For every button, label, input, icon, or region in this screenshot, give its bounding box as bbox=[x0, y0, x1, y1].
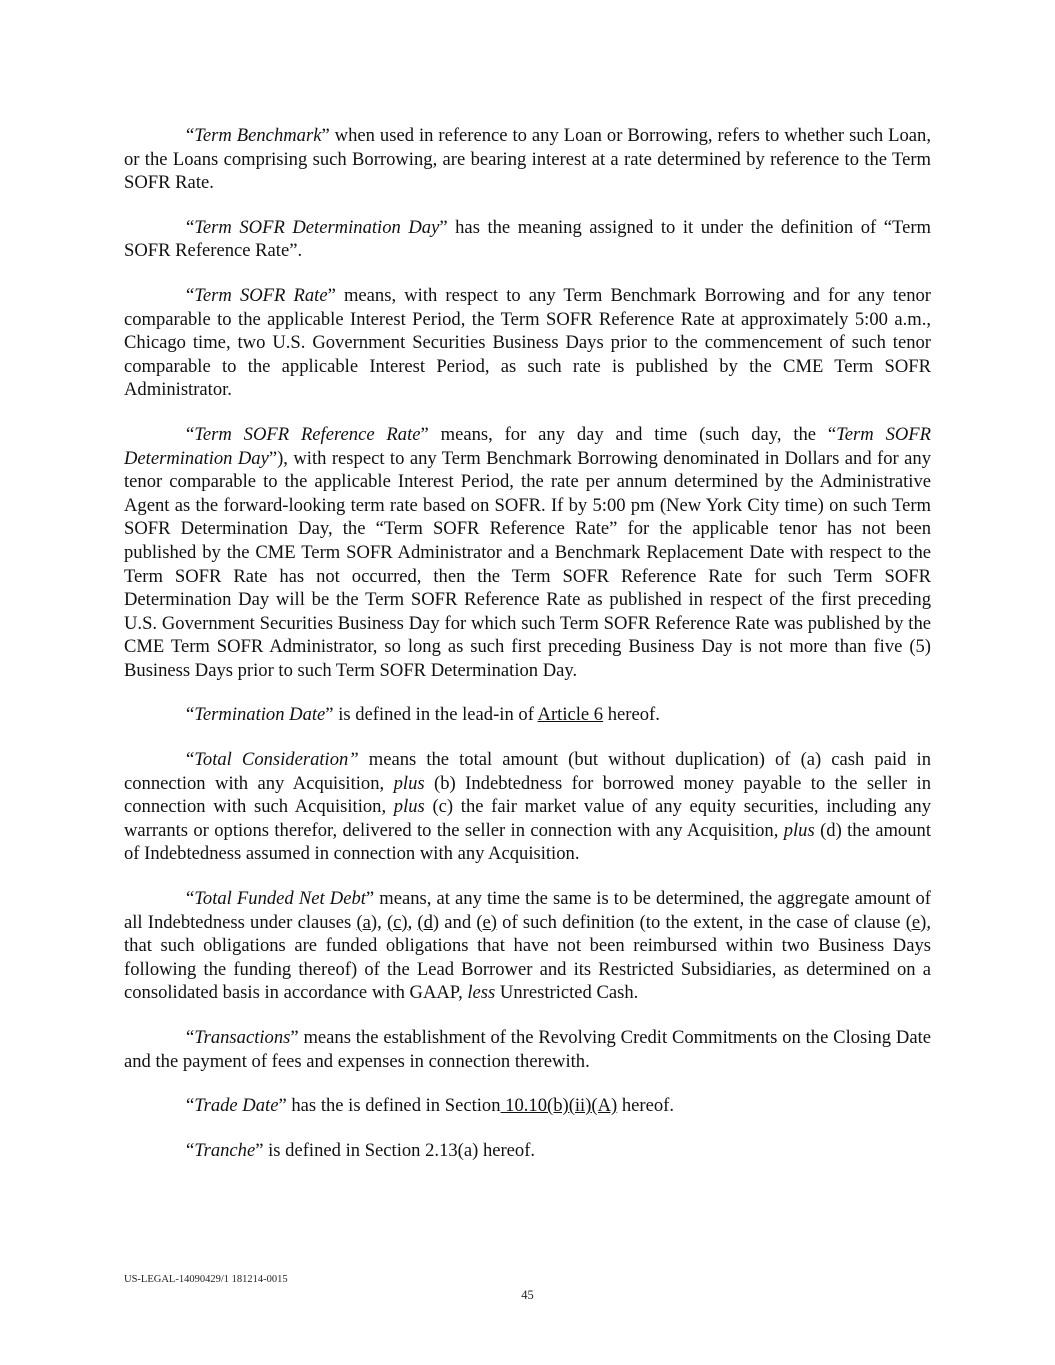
open-quote: “ bbox=[186, 125, 195, 146]
clause-e-link[interactable]: (e) bbox=[476, 911, 497, 933]
separator: , bbox=[407, 911, 418, 933]
close-quote: ” bbox=[327, 284, 336, 306]
definition-text: Unrestricted Cash. bbox=[495, 982, 639, 1004]
open-quote: “ bbox=[186, 1095, 195, 1117]
less-emphasis: less bbox=[467, 982, 496, 1004]
definition-text: means, with respect to any Term Benchmark Borrowing and for any tenor comparable to the applicable Interest Period, the Term SOFR Reference Rate at approximately 5:00 a.m., Chicago time, two U.S. Government Securities Business Days prior to the commencement of such tenor comparable to the applicable Interest Period, as such rate is published by the CME Term SOFR Administrator. bbox=[124, 284, 931, 401]
defined-term: Termination Date bbox=[194, 704, 326, 726]
definition-text: means the establishment of the Revolving Credit Commitments on the Closing Date and the payment of fees and expenses in connection therewith. bbox=[124, 1027, 931, 1072]
definition-text: (b) Indebtedness for borrowed money payable to the seller in connection with such Acquisition, bbox=[124, 772, 932, 818]
definition-text: means, for any day and time (such day, the “ bbox=[428, 423, 837, 445]
definition-total-funded-net-debt bbox=[124, 887, 931, 1005]
article-reference-link[interactable]: Article 6 bbox=[537, 704, 604, 726]
separator: and bbox=[439, 911, 477, 933]
definitions-section bbox=[124, 124, 931, 1183]
definition-text: is defined in Section 2.13(a) hereof. bbox=[263, 1139, 536, 1161]
definition-text-end: hereof. bbox=[617, 1095, 675, 1117]
open-quote: “ bbox=[186, 704, 195, 726]
definition-term-benchmark bbox=[124, 124, 931, 195]
close-quote: ” bbox=[321, 125, 330, 146]
close-quote: ” bbox=[255, 1139, 264, 1161]
definition-total-consideration bbox=[124, 748, 931, 866]
definition-text: of such definition (to the extent, in the case of clause bbox=[496, 911, 906, 933]
open-quote: “ bbox=[186, 1027, 195, 1048]
close-quote: ” bbox=[365, 888, 375, 910]
definition-termination-date bbox=[124, 703, 931, 727]
defined-term-inline: Term SOFR Determination Day bbox=[124, 423, 932, 469]
open-quote: “ bbox=[186, 423, 195, 445]
open-quote: “ bbox=[186, 284, 195, 306]
footer-document-id: US-LEGAL-14090429/1 181214-0015 bbox=[124, 1274, 288, 1285]
plus-emphasis: plus bbox=[393, 796, 425, 818]
open-quote: “ bbox=[186, 216, 195, 238]
defined-term: Total Funded Net Debt bbox=[194, 888, 366, 910]
close-quote: ” bbox=[325, 704, 334, 726]
definition-term-sofr-rate bbox=[124, 284, 931, 402]
definition-term-sofr-reference-rate bbox=[124, 423, 931, 683]
definition-text: (c) the fair market value of any equity securities, including any warrants or options therefor, delivered to the seller in connection with any Acquisition, bbox=[124, 796, 931, 841]
definition-text: , that such obligations are funded obligations that have not been reimbursed within two Business Days following the funding thereof) of the Lead Borrower and its Restricted Subsidiaries, as determined on a consolidated basis in accordance with GAAP, bbox=[124, 911, 932, 1004]
definition-text: has the meaning assigned to it under the definition of “Term SOFR Reference Rate”. bbox=[124, 216, 931, 262]
clause-d-link[interactable]: (d) bbox=[417, 911, 440, 933]
defined-term: Transactions bbox=[194, 1027, 291, 1048]
definition-text: means, at any time the same is to be determined, the aggregate amount of all Indebtedness under clauses bbox=[124, 888, 931, 933]
defined-term: Term SOFR Rate bbox=[194, 284, 328, 306]
definition-text-end: hereof. bbox=[603, 704, 660, 726]
close-quote: ” bbox=[439, 216, 448, 238]
defined-term: Term SOFR Reference Rate bbox=[194, 423, 421, 445]
clause-c-link[interactable]: (c) bbox=[386, 911, 408, 933]
definition-text: when used in reference to any Loan or Borrowing, refers to whether such Loan, or the Loans comprising such Borrowing, are bearing interest at a rate determined by reference to the Term SOFR Rate. bbox=[124, 125, 931, 194]
section-reference-link[interactable]: 10.10(b)(ii)(A) bbox=[500, 1095, 618, 1117]
clause-a-link[interactable]: (a) bbox=[356, 911, 378, 933]
defined-term: Trade Date bbox=[194, 1095, 279, 1117]
definition-text: has the is defined in Section bbox=[286, 1095, 501, 1117]
definition-trade-date bbox=[124, 1094, 931, 1118]
close-quote: ” bbox=[420, 423, 429, 445]
defined-term: Term Benchmark bbox=[194, 125, 322, 146]
page-number: 45 bbox=[521, 1288, 534, 1302]
open-quote: “ bbox=[186, 749, 195, 771]
definition-tranche bbox=[124, 1139, 931, 1163]
definition-text: (d) the amount of Indebtedness assumed in connection with any Acquisition. bbox=[124, 819, 931, 865]
defined-term: Term SOFR Determination Day bbox=[194, 216, 440, 238]
clause-e-link-second[interactable]: (e) bbox=[905, 911, 927, 933]
separator: , bbox=[377, 911, 387, 933]
open-quote: “ bbox=[186, 888, 195, 910]
defined-term: Total Consideration” bbox=[194, 749, 359, 771]
plus-emphasis: plus bbox=[393, 772, 425, 794]
definition-text: is defined in the lead-in of bbox=[333, 704, 538, 726]
definition-term-sofr-determination-day bbox=[124, 216, 931, 263]
close-quote: ” bbox=[290, 1027, 299, 1048]
definition-text-continued: ”), with respect to any Term Benchmark Borrowing denominated in Dollars and for any tenor comparable to the applicable Interest Period, the rate per annum determined by the Administrative Agent as the forward-looking term rate based on SOFR. If by 5:00 pm (New York City time) on such Term SOFR Determination Day, the “Term SOFR Reference Rate” for the applicable tenor has not been published by the CME Term SOFR Administrator and a Benchmark Replacement Date with respect to the Term SOFR Rate has not occurred, then the Term SOFR Reference Rate for such Term SOFR Determination Day will be the Term SOFR Reference Rate as published in respect of the first preceding U.S. Government Securities Business Day for which such Term SOFR Reference Rate was published by the CME Term SOFR Administrator, so long as such first preceding Business Day is not more than five (5) Business Days prior to such Term SOFR Determination Day. bbox=[124, 447, 931, 681]
defined-term: Tranche bbox=[194, 1139, 256, 1161]
close-quote: ” bbox=[278, 1095, 287, 1117]
open-quote: “ bbox=[186, 1139, 195, 1161]
definition-text: means the total amount (but without duplication) of (a) cash paid in connection with any Acquisition, bbox=[124, 749, 931, 794]
plus-emphasis: plus bbox=[783, 819, 815, 841]
definition-transactions bbox=[124, 1026, 931, 1073]
